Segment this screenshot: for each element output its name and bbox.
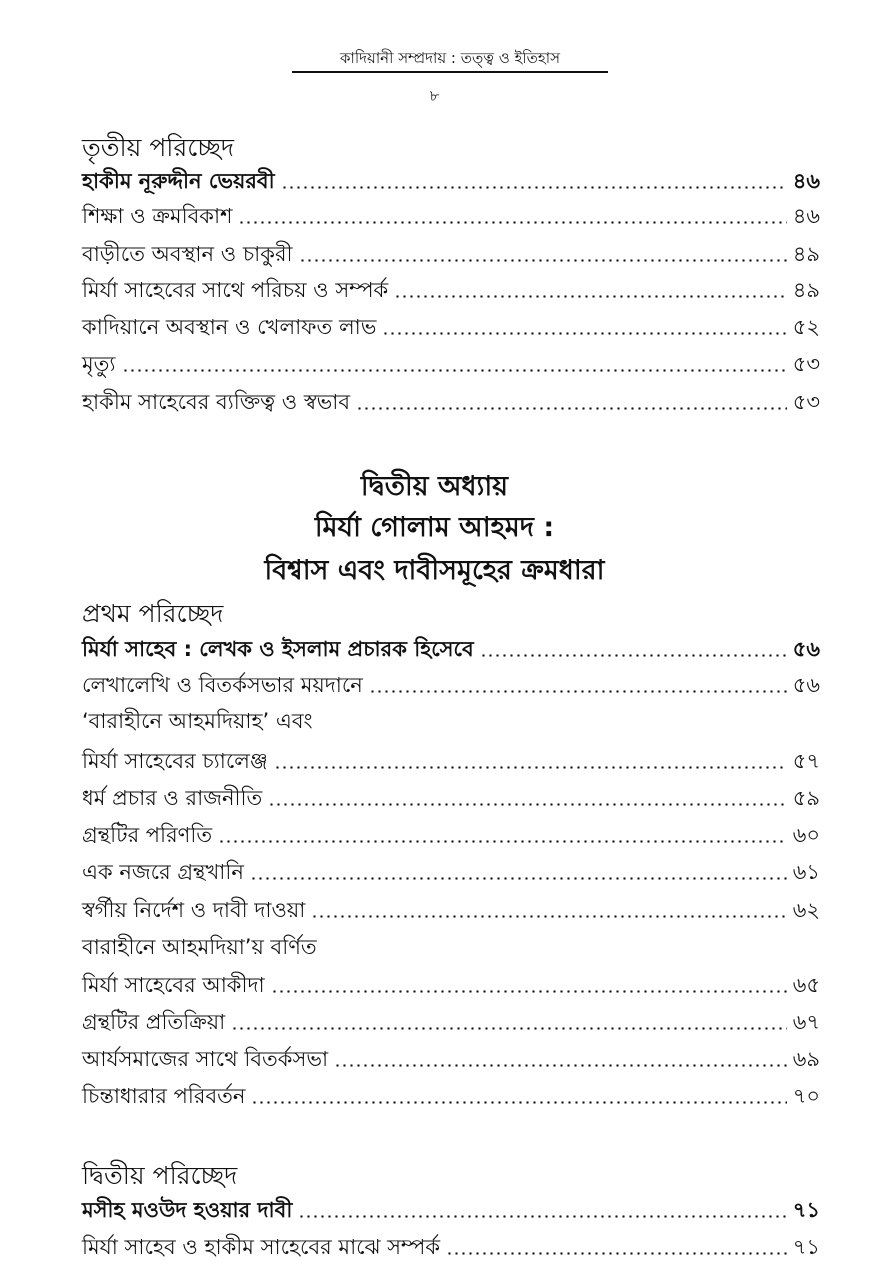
toc-entry	[82, 781, 820, 813]
entry-page: ৬৭	[792, 1010, 820, 1034]
toc-entry	[82, 237, 820, 269]
dot-leader	[251, 1101, 786, 1104]
entry-page: ৭০	[792, 1084, 820, 1108]
dot-leader	[268, 803, 786, 806]
dot-leader	[274, 766, 787, 769]
dot-leader	[369, 690, 787, 693]
entry-title: বাড়ীতে অবস্থান ও চাকুরী	[82, 242, 293, 266]
entry-title: আর্যসমাজের সাথে বিতর্কসভা	[82, 1047, 329, 1071]
entry-page: ৫২	[792, 315, 820, 339]
entry-page: ৫৬	[792, 673, 820, 697]
entry-title: চিন্তাধারার পরিবর্তন	[82, 1084, 246, 1108]
dot-leader	[299, 259, 787, 262]
page-number: ৮	[429, 87, 440, 105]
entry-title: হাকীম সাহেবের ব্যক্তিত্ব ও স্বভাব	[82, 390, 351, 414]
toc-entry-continued: ‘বারাহীনে আহমদিয়াহ’ এবং	[82, 709, 313, 733]
dot-leader	[122, 369, 787, 372]
dot-leader	[271, 990, 787, 993]
entry-title: মির্যা সাহেব ও হাকীম সাহেবের মাঝে সম্পর্ক	[82, 1235, 441, 1259]
toc-entry	[82, 668, 820, 700]
section-heading: প্রথম পরিচ্ছেদ	[82, 599, 224, 628]
toc-entry	[82, 632, 820, 664]
entry-title: মির্যা সাহেবের সাথে পরিচয় ও সম্পর্ক	[82, 278, 389, 302]
toc-entry	[82, 855, 820, 887]
entry-page: ৫৭	[792, 749, 820, 773]
toc-entry	[82, 893, 820, 925]
dot-leader	[356, 407, 787, 410]
entry-page: ৬২	[792, 898, 820, 922]
dot-leader	[382, 332, 786, 335]
toc-entry	[82, 1042, 820, 1074]
dot-leader	[311, 915, 786, 918]
entry-page: ৫৩	[792, 352, 820, 376]
entry-title: ধর্ম প্রচার ও রাজনীতি	[82, 786, 263, 810]
entry-page: ৪৬	[792, 169, 820, 193]
entry-title: মির্যা সাহেবের চ্যালেঞ্জ	[82, 749, 268, 773]
entry-page: ৬১	[792, 860, 820, 884]
entry-title: মৃত্যু	[82, 352, 116, 376]
toc-entry	[82, 1079, 820, 1111]
chapter-title: মির্যা গোলাম আহমদ :	[314, 512, 555, 543]
dot-leader	[281, 186, 787, 189]
running-header	[292, 48, 608, 73]
entry-title: স্বর্গীয় নির্দেশ ও দাবী দাওয়া	[82, 898, 306, 922]
toc-entry	[82, 273, 820, 305]
entry-title: হাকীম নূরুদ্দীন ভেয়রবী	[82, 169, 275, 193]
toc-entry	[82, 385, 820, 417]
toc-entry	[82, 744, 820, 776]
toc-entry	[82, 968, 820, 1000]
entry-title: কাদিয়ানে অবস্থান ও খেলাফত লাভ	[82, 315, 377, 339]
dot-leader	[250, 877, 787, 880]
dot-leader	[394, 295, 787, 298]
dot-leader	[446, 1252, 787, 1255]
entry-page: ৬০	[792, 823, 820, 847]
entry-title: মির্যা সাহেব : লেখক ও ইসলাম প্রচারক হিসেবে	[82, 637, 474, 661]
entry-page: ৪৯	[792, 278, 820, 302]
entry-page: ৪৬	[792, 204, 820, 228]
dot-leader	[231, 1027, 786, 1030]
chapter-number: দ্বিতীয় অধ্যায়	[360, 471, 509, 502]
dot-leader	[218, 840, 787, 843]
toc-entry	[82, 199, 820, 231]
toc-entry	[82, 1230, 820, 1262]
toc-entry	[82, 164, 820, 196]
toc-entry	[82, 310, 820, 342]
toc-entry	[82, 347, 820, 379]
toc-entry	[82, 818, 820, 850]
entry-title: মসীহ মওউদ হওয়ার দাবী	[82, 1198, 293, 1222]
section-heading: দ্বিতীয় পরিচ্ছেদ	[82, 1161, 238, 1190]
entry-title: শিক্ষা ও ক্রমবিকাশ	[82, 204, 233, 228]
entry-page: ৭১	[792, 1235, 820, 1259]
dot-leader	[238, 221, 786, 224]
entry-page: ৬৫	[792, 973, 820, 997]
section-heading: তৃতীয় পরিচ্ছেদ	[82, 133, 235, 162]
entry-page: ৪৯	[792, 242, 820, 266]
toc-entry-continued: বারাহীনে আহমদিয়া’য় বর্ণিত	[82, 935, 317, 959]
chapter-subtitle: বিশ্বাস এবং দাবীসমূহের ক্রমধারা	[264, 555, 605, 586]
entry-title: লেখালেখি ও বিতর্কসভার ময়দানে	[82, 673, 363, 697]
toc-entry	[82, 1005, 820, 1037]
running-title: কাদিয়ানী সম্প্রদায় : তত্ত্ব ও ইতিহাস	[339, 49, 560, 67]
entry-title: গ্রন্থটির প্রতিক্রিয়া	[82, 1010, 226, 1034]
dot-leader	[334, 1064, 787, 1067]
dot-leader	[480, 654, 787, 657]
entry-title: মির্যা সাহেবের আকীদা	[82, 973, 265, 997]
entry-page: ৭১	[792, 1198, 820, 1222]
entry-title: গ্রন্থটির পরিণতি	[82, 823, 213, 847]
entry-page: ৫৬	[792, 637, 820, 661]
entry-page: ৫৩	[792, 390, 820, 414]
dot-leader	[298, 1215, 786, 1218]
entry-title: এক নজরে গ্রন্থখানি	[82, 860, 244, 884]
header-rule	[292, 71, 608, 73]
entry-page: ৬৯	[792, 1047, 820, 1071]
toc-entry	[82, 1193, 820, 1225]
entry-page: ৫৯	[792, 786, 820, 810]
